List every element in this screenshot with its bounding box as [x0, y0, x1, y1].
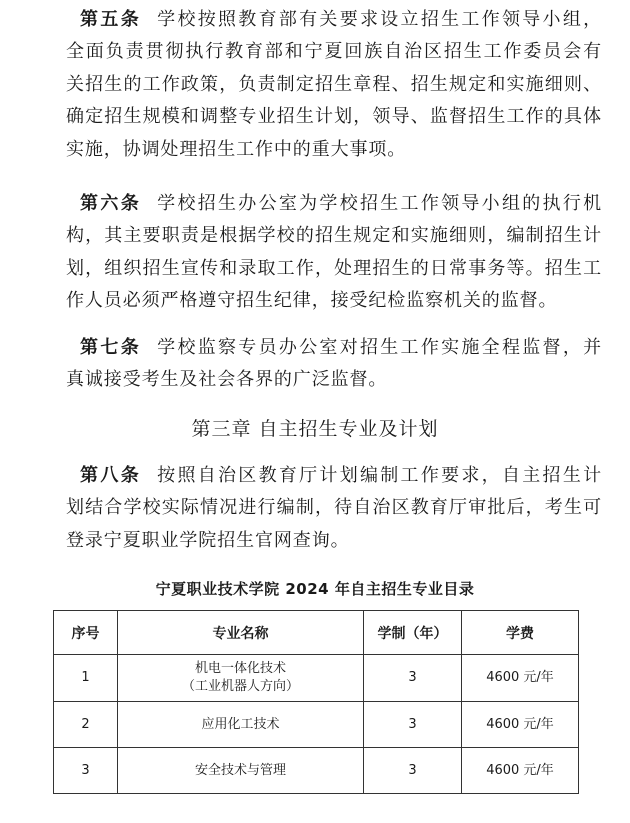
article-6-line-3: 划，组织招生宣传和录取工作，处理招生的日常事务等。招生工 [66, 257, 602, 279]
table-header-row [54, 611, 579, 655]
cell-years: 3 [364, 702, 462, 748]
article-5-line-1: 第五条 学校按照教育部有关要求设立招生工作领导小组， [80, 9, 602, 30]
article-8-line-2: 划结合学校实际情况进行编制，待自治区教育厅审批后，考生可 [66, 497, 602, 519]
article-5-label: 第五条 [80, 9, 142, 30]
article-5-line-3: 关招生的工作政策，负责制定招生章程、招生规定和实施细则、 [66, 73, 602, 95]
article-5-line-4: 确定招生规模和调整专业招生计划，领导、监督招生工作的具体 [66, 106, 602, 128]
cell-no: 1 [54, 655, 118, 702]
chapter-title: 第三章 自主招生专业及计划 [191, 418, 439, 440]
article-5-line-2: 全面负责贯彻执行教育部和宁夏回族自治区招生工作委员会有 [66, 41, 602, 63]
article-7-line-2: 真诚接受考生及社会各界的广泛监督。 [66, 369, 388, 391]
cell-major: 应用化工技术 [118, 702, 364, 748]
cell-fee: 4600 元/年 [462, 702, 579, 748]
header-years: 学制（年） [364, 611, 462, 655]
article-8 [0, 460, 630, 557]
article-7-label: 第七条 [80, 337, 142, 358]
article-5 [0, 4, 630, 166]
cell-no: 3 [54, 748, 118, 794]
cell-no: 2 [54, 702, 118, 748]
cell-years: 3 [364, 748, 462, 794]
cell-major: 安全技术与管理 [118, 748, 364, 794]
table-row [54, 702, 579, 748]
article-5-line-5: 实施，协调处理招生工作中的重大事项。 [66, 138, 407, 160]
article-6 [0, 188, 630, 318]
article-6-label: 第六条 [80, 193, 142, 214]
header-major: 专业名称 [118, 611, 364, 655]
cell-fee: 4600 元/年 [462, 748, 579, 794]
table-caption: 宁夏职业技术学院 2024 年自主招生专业目录 [155, 580, 475, 598]
article-7 [0, 332, 630, 397]
header-fee: 学费 [462, 611, 579, 655]
article-6-line-2: 构，其主要职责是根据学校的招生规定和实施细则，编制招生计 [66, 225, 602, 247]
cell-fee: 4600 元/年 [462, 655, 579, 702]
article-8-line-1: 第八条 按照自治区教育厅计划编制工作要求，自主招生计 [80, 465, 602, 486]
major-catalog-table [53, 610, 579, 794]
article-8-label: 第八条 [80, 465, 142, 486]
table-row [54, 748, 579, 794]
cell-major: 机电一体化技术 （工业机器人方向） [118, 655, 364, 702]
cell-years: 3 [364, 655, 462, 702]
article-8-line-3: 登录宁夏职业学院招生官网查询。 [66, 529, 350, 551]
article-6-line-1: 第六条 学校招生办公室为学校招生工作领导小组的执行机 [80, 193, 602, 214]
header-no: 序号 [54, 611, 118, 655]
article-7-line-1: 第七条 学校监察专员办公室对招生工作实施全程监督，并 [80, 337, 602, 358]
table-row [54, 655, 579, 702]
article-6-line-4: 作人员必须严格遵守招生纪律，接受纪检监察机关的监督。 [66, 290, 558, 312]
